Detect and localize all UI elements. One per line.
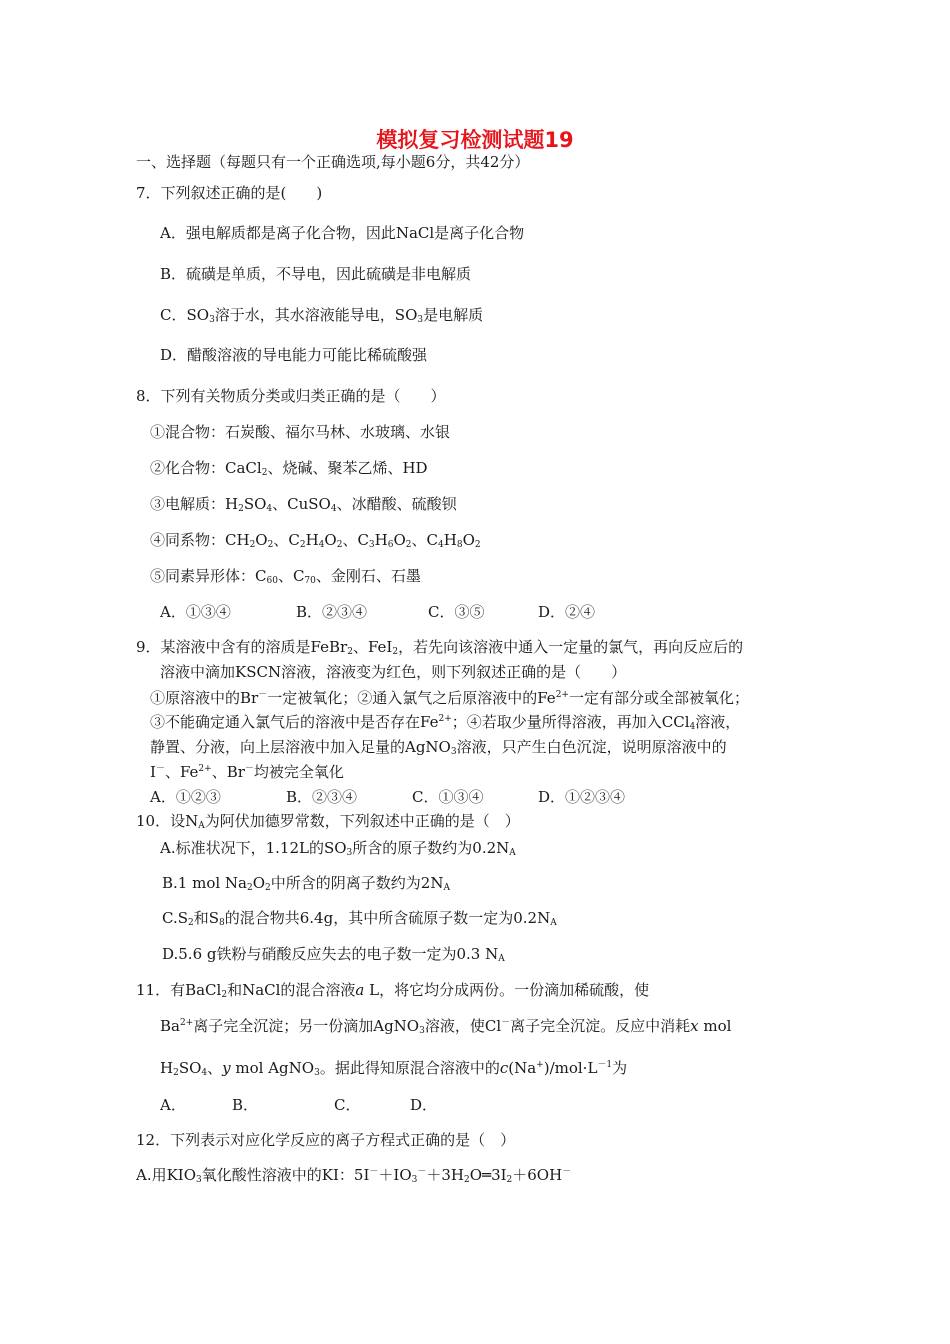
question-9-line-5: 静置、分液，向上层溶液中加入足量的AgNO$_3$溶液，只产生白色沉淀，说明原溶液中的 xyxy=(150,738,727,757)
question-8-option-c: C．③⑤ xyxy=(428,603,485,621)
question-7-option-b: B．硫磺是单质，不导电，因此硫磺是非电解质 xyxy=(160,265,472,283)
question-9-line-4: ③不能确定通入氯气后的溶液中是否存在$Fe^{2+}$；④若取少量所得溶液，再加入CCl$_4$溶液， xyxy=(150,713,741,732)
question-12-stem: 12．下列表示对应化学反应的离子方程式正确的是（ ） xyxy=(136,1131,516,1149)
question-11-option-b: B． xyxy=(232,1096,259,1114)
question-9-line-1: 9．某溶液中含有的溶质是FeBr$_2$、FeI$_2$，若先向该溶液中通入一定量的氯气，再向反应后的 xyxy=(136,638,744,657)
question-11-line-2: $Ba^{2+}$离子完全沉淀；另一份滴加AgNO$_3$溶液，使Cl－离子完全沉淀。反应中消耗x mol xyxy=(160,1017,732,1036)
question-10-option-a: A.标准状况下，1.12L的$SO_3$所含的原子数约为$0.2N_A$ xyxy=(160,839,516,858)
question-10-option-b: B.1 mol $Na_2O_2$中所含的阴离子数约为$2N_A$ xyxy=(162,874,450,893)
question-8-item-4: ④同系物：$CH_2O_2$、$C_2H_4O_2$、$C_3H_6O_2$、$C_4H_8O_2$ xyxy=(150,531,481,550)
question-9-line-3: ①原溶液中的Br－一定被氧化；②通入氯气之后原溶液中的$Fe^{2+}$一定有部分或全部被氧化； xyxy=(150,689,749,707)
question-8-option-d: D．②④ xyxy=(538,603,596,621)
question-9-line-6: I－、$Fe^{2+}$、Br－均被完全氧化 xyxy=(150,763,344,781)
question-11-option-a: A． xyxy=(160,1096,186,1114)
question-11-line-3: $H_2SO_4$、y mol AgNO$_3$。据此得知原混合溶液中的$c(Na^+)/mol\cdot L^{-1}$为 xyxy=(160,1059,628,1078)
question-8-item-3: ③电解质：$H_2SO_4$、CuSO$_4$、冰醋酸、硫酸钡 xyxy=(150,495,457,514)
question-9-line-2: 溶液中滴加KSCN溶液，溶液变为红色，则下列叙述正确的是（ ） xyxy=(160,663,627,681)
question-8-option-a: A．①③④ xyxy=(160,603,231,621)
question-10-stem: 10．设$N_A$为阿伏加德罗常数，下列叙述中正确的是（ ） xyxy=(136,812,520,831)
question-9-option-a: A．①②③ xyxy=(150,788,221,806)
question-9-option-d: D．①②③④ xyxy=(538,788,626,806)
question-7-option-d: D．醋酸溶液的导电能力可能比稀硫酸强 xyxy=(160,346,428,364)
question-8-item-2: ②化合物：CaCl$_2$、烧碱、聚苯乙烯、HD xyxy=(150,459,428,478)
question-9-option-c: C．①③④ xyxy=(412,788,484,806)
question-11-option-c: C． xyxy=(334,1096,361,1114)
question-10-option-d: D.5.6 g铁粉与硝酸反应失去的电子数一定为0.3 $N_A$ xyxy=(162,945,505,964)
page-title: 模拟复习检测试题19 xyxy=(376,128,574,152)
question-7-option-a: A．强电解质都是离子化合物，因此NaCl是离子化合物 xyxy=(160,224,525,242)
question-8-option-b: B．②③④ xyxy=(296,603,368,621)
question-11-option-d: D． xyxy=(410,1096,438,1114)
question-12-option-a: A.用$KIO_3$氧化酸性溶液中的KI：$5I^-+IO_3^-+3H_2O═3I_2+6OH^-$ xyxy=(136,1166,572,1185)
question-7-stem: 7．下列叙述正确的是( ) xyxy=(136,184,323,202)
section-heading: 一、选择题（每题只有一个正确选项,每小题6分，共42分） xyxy=(136,153,530,171)
question-8-item-5: ⑤同素异形体：$C_{60}$、$C_{70}$、金刚石、石墨 xyxy=(150,567,421,586)
question-10-option-c: $C.S_2$和$S_8$的混合物共6.4g，其中所含硫原子数一定为$0.2N_A$ xyxy=(162,909,557,928)
question-9-option-b: B．②③④ xyxy=(286,788,358,806)
question-11-line-1: 11．有BaCl$_2$和NaCl的混合溶液a L，将它均分成两份。一份滴加稀硫酸，使 xyxy=(136,981,650,1000)
question-8-item-1: ①混合物：石炭酸、福尔马林、水玻璃、水银 xyxy=(150,423,451,441)
question-8-stem: 8．下列有关物质分类或归类正确的是（ ） xyxy=(136,387,446,405)
question-7-option-c: C．$SO_3$溶于水，其水溶液能导电，$SO_3$是电解质 xyxy=(160,306,484,325)
